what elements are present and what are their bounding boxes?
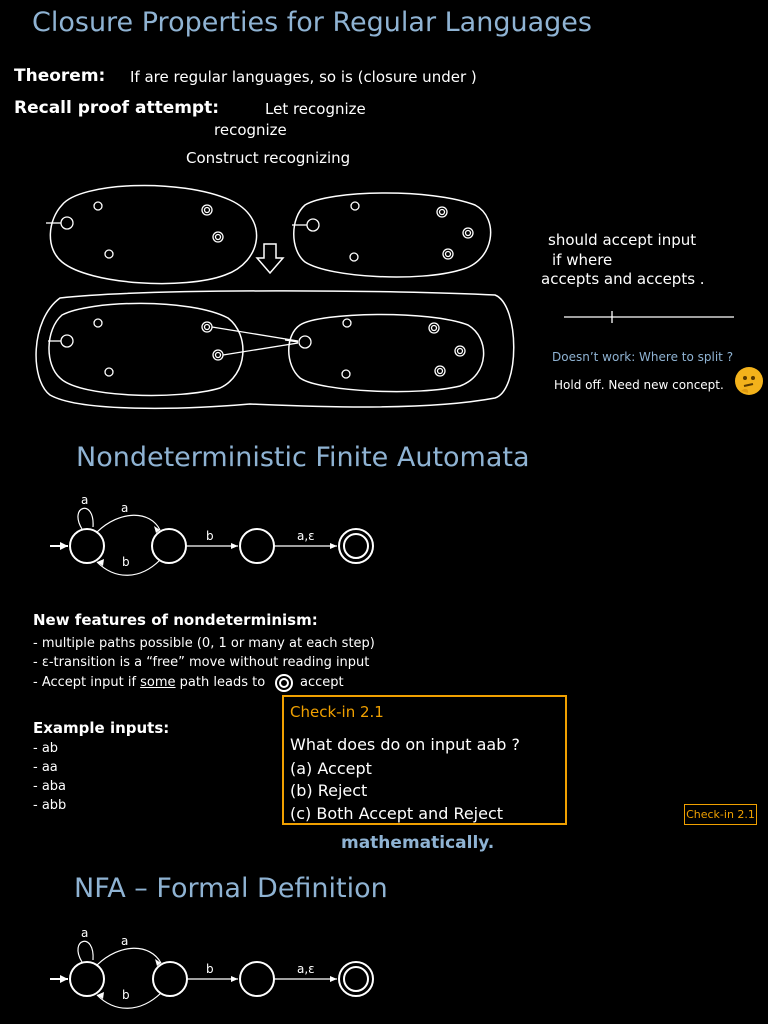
option-b[interactable]: (b) Reject	[290, 781, 368, 800]
label-a-top: a	[121, 501, 129, 515]
accept-state	[429, 323, 439, 333]
state	[351, 202, 359, 210]
example-input: - ab	[33, 741, 59, 756]
slide3-title: NFA – Formal Definition	[74, 873, 388, 904]
label-a-loop: a	[81, 926, 89, 940]
state-start	[61, 217, 73, 229]
combined-blob-right	[289, 314, 484, 391]
slide2-title: Nondeterministic Finite Automata	[76, 442, 530, 473]
example-input: - aba	[33, 779, 67, 794]
feature-3-prefix: - Accept input if	[33, 675, 141, 690]
accept-state	[202, 322, 212, 332]
doesnt-work-note: Doesn’t work: Where to split ?	[552, 350, 734, 364]
accept-state	[213, 350, 223, 360]
combined-blob-left	[49, 303, 243, 395]
epsilon-link	[212, 327, 298, 341]
label-a-eps: a,ε	[297, 529, 315, 543]
mathematically-text: mathematically.	[341, 833, 495, 853]
accept-state	[435, 366, 445, 376]
state-start	[61, 335, 73, 347]
accept-state	[463, 228, 473, 238]
construct-text: Construct recognizing	[186, 149, 351, 167]
should-accept-line1: should accept input	[548, 231, 697, 249]
feature-3-accept: accept	[300, 675, 344, 690]
examples-heading: Example inputs:	[33, 719, 170, 737]
recall-recognize: recognize	[214, 121, 287, 139]
label-b-mid: b	[206, 529, 214, 543]
feature-3	[33, 675, 265, 690]
feature-3-suffix: path leads to	[175, 675, 266, 690]
label-b-bottom: b	[122, 988, 130, 1002]
accept-state-icon	[276, 675, 292, 691]
state	[105, 368, 113, 376]
feature-1: - multiple paths possible (0, 1 or many at each step)	[33, 636, 375, 651]
theorem-text: If are regular languages, so is (closure under )	[130, 68, 477, 86]
checkin-title: Check-in 2.1	[290, 703, 384, 721]
state	[105, 250, 113, 258]
label-b-bottom: b	[122, 555, 130, 569]
accept-state	[213, 232, 223, 242]
state-start	[307, 219, 319, 231]
features-heading: New features of nondeterminism:	[33, 611, 318, 629]
state	[343, 319, 351, 327]
option-c[interactable]: (c) Both Accept and Reject	[290, 804, 504, 823]
state	[342, 370, 350, 378]
feature-3-some: some	[140, 675, 176, 690]
state	[350, 253, 358, 261]
accept-state	[443, 249, 453, 259]
state	[299, 336, 311, 348]
epsilon-link	[223, 343, 298, 355]
checkin-box	[282, 695, 567, 825]
machine-blob-left	[50, 185, 256, 283]
accept-state	[437, 207, 447, 217]
feature-2: - ε-transition is a “free” move without reading input	[33, 655, 370, 670]
machine-blob-right	[294, 193, 491, 277]
state	[94, 202, 102, 210]
should-accept-line2: if where	[552, 251, 613, 269]
label-a-loop: a	[81, 493, 89, 507]
thinking-face-icon	[735, 367, 763, 395]
option-a[interactable]: (a) Accept	[290, 759, 372, 778]
accept-state	[202, 205, 212, 215]
recall-label: Recall proof attempt:	[14, 98, 220, 118]
theorem-label: Theorem:	[14, 66, 106, 86]
example-input: - aa	[33, 760, 58, 775]
label-a-top: a	[121, 934, 129, 948]
accept-state	[455, 346, 465, 356]
checkin-question: What does do on input aab ?	[290, 735, 520, 754]
should-accept-line3: accepts and accepts .	[541, 270, 705, 288]
example-input: - abb	[33, 798, 67, 813]
hold-off-note: Hold off. Need new concept.	[554, 378, 724, 392]
state	[94, 319, 102, 327]
combined-blob-outer	[36, 291, 514, 408]
checkin-badge: Check-in 2.1	[684, 804, 757, 825]
down-arrow-icon	[257, 244, 283, 273]
recall-let: Let recognize	[265, 100, 366, 118]
label-b-mid: b	[206, 962, 214, 976]
label-a-eps: a,ε	[297, 962, 315, 976]
slide1-title: Closure Properties for Regular Languages	[32, 7, 592, 38]
